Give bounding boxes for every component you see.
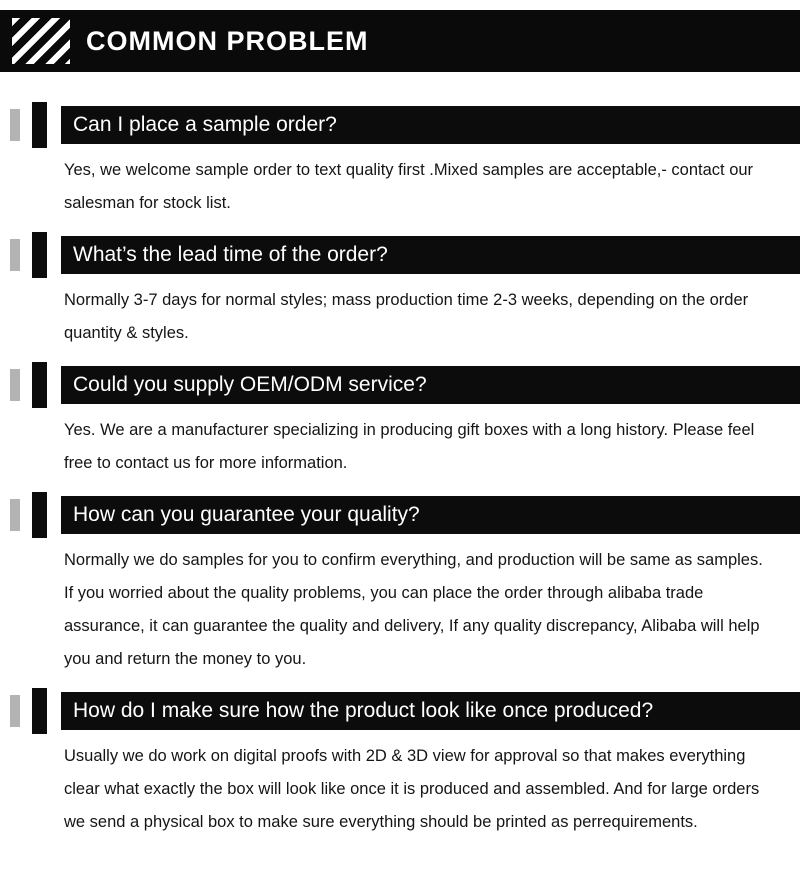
gray-accent-bar [10,695,20,727]
question-title-bar [61,692,800,730]
gray-accent-bar [10,499,20,531]
faq-list [0,106,800,839]
hazard-stripes-icon [12,18,70,64]
question-title-bar [61,366,800,404]
answer-text: Yes, we welcome sample order to text quality first .Mixed samples are acceptable,- contact our salesman for stock list. [64,161,754,212]
question-title: Can I place a sample order? [73,113,337,136]
question-title: Could you supply OEM/ODM service? [73,373,427,396]
gray-accent-bar [10,109,20,141]
question-bar [0,106,800,144]
gray-accent-bar [10,369,20,401]
faq-item [0,496,800,676]
faq-item [0,106,800,220]
answer-text: Usually we do work on digital proofs with 2D & 3D view for approval so that makes everything clear what exactly the box will look like once it is produced and assembled. And for large orders we send a physical box to make sure everything should be printed as perrequirements. [64,747,760,831]
answer-text: Normally we do samples for you to confirm everything, and production will be same as samples. If you worried about the quality problems, you can place the order through alibaba trade assurance, it can guarantee the quality and delivery, If any quality discrepancy, Alibaba will help you and return the money to you. [64,551,763,668]
question-title: How can you guarantee your quality? [73,503,420,526]
question-title-bar [61,496,800,534]
faq-item [0,236,800,350]
question-bar [0,366,800,404]
answer-text: Yes. We are a manufacturer specializing in producing gift boxes with a long history. Please feel free to contact us for more information. [64,421,755,472]
page-header [0,10,800,72]
black-accent-bar [32,688,47,734]
question-title-bar [61,236,800,274]
black-accent-bar [32,232,47,278]
faq-item [0,692,800,839]
gray-accent-bar [10,239,20,271]
faq-item [0,366,800,480]
black-accent-bar [32,102,47,148]
question-bar [0,496,800,534]
answer-text: Normally 3-7 days for normal styles; mass production time 2-3 weeks, depending on the order quantity & styles. [64,291,749,342]
black-accent-bar [32,362,47,408]
question-title: What’s the lead time of the order? [73,243,388,266]
question-bar [0,236,800,274]
question-bar [0,692,800,730]
question-title: How do I make sure how the product look like once produced? [73,699,654,722]
question-title-bar [61,106,800,144]
black-accent-bar [32,492,47,538]
page-title: COMMON PROBLEM [86,25,369,56]
